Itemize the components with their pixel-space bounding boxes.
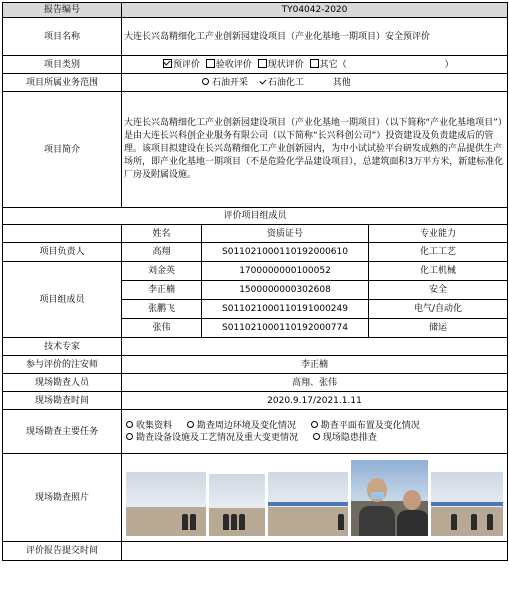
leader-name: 高翔 — [122, 243, 202, 262]
member-skill: 安全 — [369, 281, 508, 300]
table-row — [3, 243, 508, 262]
row-project-name — [3, 18, 508, 56]
row-submit-time — [3, 542, 508, 561]
member-cert: 1500000000302608 — [202, 281, 369, 300]
member-cert: S011021000110192000774 — [202, 319, 369, 338]
table-row — [3, 262, 508, 281]
option-status-evaluation[interactable]: 现状评价 — [255, 60, 304, 70]
list-item: 现场隐患排查 — [311, 432, 377, 444]
submit-time-value — [122, 542, 508, 561]
header-skill: 专业能力 — [369, 225, 508, 243]
member-skill: 化工机械 — [369, 262, 508, 281]
member-name: 刘金英 — [122, 262, 202, 281]
member-skill: 电气/自动化 — [369, 300, 508, 319]
member-name: 李正楠 — [122, 281, 202, 300]
bullet-icon — [187, 421, 194, 428]
list-item: 勘查周边环境及变化情况 — [185, 420, 296, 432]
site-time-value: 2020.9.17/2021.1.11 — [122, 392, 508, 410]
row-project-type — [3, 56, 508, 74]
header-name: 姓名 — [122, 225, 202, 243]
safety-officer-label: 参与评价的注安师 — [3, 356, 122, 374]
bullet-icon — [126, 421, 133, 428]
report-no-value: TY04042-2020 — [122, 3, 508, 18]
row-safety-officer — [3, 356, 508, 374]
list-item: 勘查设备设施及工艺情况及重大变更情况 — [124, 432, 298, 444]
site-photo[interactable] — [268, 472, 348, 536]
leader-label: 项目负责人 — [3, 243, 122, 262]
header-cert: 资质证号 — [202, 225, 369, 243]
site-tasks-list — [122, 410, 508, 454]
list-item: 收集资料 — [124, 420, 172, 432]
project-type-options — [122, 56, 508, 74]
checkmark-icon[interactable] — [260, 79, 267, 86]
site-photos-label: 现场勘查照片 — [3, 454, 122, 542]
member-name: 张伟 — [122, 319, 202, 338]
radio-icon[interactable] — [202, 78, 209, 85]
site-photo[interactable] — [209, 474, 265, 536]
submit-time-label: 评价报告提交时间 — [3, 542, 122, 561]
team-section-title: 评价项目组成员 — [3, 208, 508, 225]
row-team-title — [3, 208, 508, 225]
site-tasks-label: 现场勘查主要任务 — [3, 410, 122, 454]
checkbox-icon[interactable] — [310, 59, 319, 68]
option-other-scope[interactable]: 其他 — [332, 77, 351, 88]
site-photo[interactable] — [351, 460, 429, 536]
members-label: 项目组成员 — [3, 262, 122, 338]
checkbox-icon[interactable] — [206, 59, 215, 68]
row-intro — [3, 92, 508, 208]
row-site-time — [3, 392, 508, 410]
member-cert: 1700000000100052 — [202, 262, 369, 281]
intro-label: 项目简介 — [3, 92, 122, 208]
row-site-staff — [3, 374, 508, 392]
site-staff-value: 高翔、张伟 — [122, 374, 508, 392]
project-name-value: 大连长兴岛精细化工产业创新园建设项目（产业化基地一期项目）安全预评价 — [122, 18, 508, 56]
industry-scope-label: 项目所属业务范围 — [3, 74, 122, 92]
row-tech-expert — [3, 338, 508, 356]
report-no-label: 报告编号 — [3, 3, 122, 18]
site-photo[interactable] — [431, 472, 503, 536]
site-photos-cell — [122, 454, 508, 542]
bullet-icon — [126, 433, 133, 440]
project-name-label: 项目名称 — [3, 18, 122, 56]
option-oil-extraction[interactable]: 石油开采 — [200, 78, 248, 88]
checkbox-checked-icon[interactable] — [163, 59, 172, 68]
project-type-label: 项目类别 — [3, 56, 122, 74]
row-site-tasks — [3, 410, 508, 454]
row-team-headers — [3, 225, 508, 243]
tech-expert-label: 技术专家 — [3, 338, 122, 356]
member-skill: 储运 — [369, 319, 508, 338]
option-pre-evaluation[interactable]: 预评价 — [160, 60, 200, 70]
option-petrochemical[interactable]: 石油化工 — [257, 78, 304, 88]
member-cert: S011021000110191000249 — [202, 300, 369, 319]
option-acceptance-evaluation[interactable]: 验收评价 — [203, 60, 252, 70]
bullet-icon — [311, 421, 318, 428]
checkbox-icon[interactable] — [258, 59, 267, 68]
option-other[interactable]: 其它（ — [307, 60, 347, 70]
tech-expert-value — [122, 338, 508, 356]
bullet-icon — [313, 433, 320, 440]
industry-scope-options — [122, 74, 508, 92]
site-staff-label: 现场勘查人员 — [3, 374, 122, 392]
row-site-photos — [3, 454, 508, 542]
safety-officer-value: 李正楠 — [122, 356, 508, 374]
leader-cert: S011021000110192000610 — [202, 243, 369, 262]
row-report-no — [3, 3, 508, 18]
list-item: 勘查平面布置及变化情况 — [309, 420, 420, 432]
member-name: 张鹏飞 — [122, 300, 202, 319]
leader-skill: 化工工艺 — [369, 243, 508, 262]
site-time-label: 现场勘查时间 — [3, 392, 122, 410]
intro-text: 大连长兴岛精细化工产业创新园建设项目（产业化基地一期项目）（以下简称“产业化基地项目”）是由大连长兴科创企业服务有限公司（以下简称“长兴科创公司”）投资建设及负责建成后的管理。该项目拟建设在长兴岛精细化工产业创新园内，为中小试试验平台研发成熟的产品提供生产场所，即产业化基地一期项目（不是危险化学品建设项目），总建筑面积3万平方米，新建标准化厂房及附属设施。 — [122, 92, 508, 208]
photo-strip — [124, 458, 505, 538]
row-industry-scope — [3, 74, 508, 92]
option-other-close: ） — [444, 59, 454, 70]
evaluation-info-table — [2, 2, 508, 561]
site-photo[interactable] — [126, 472, 206, 536]
